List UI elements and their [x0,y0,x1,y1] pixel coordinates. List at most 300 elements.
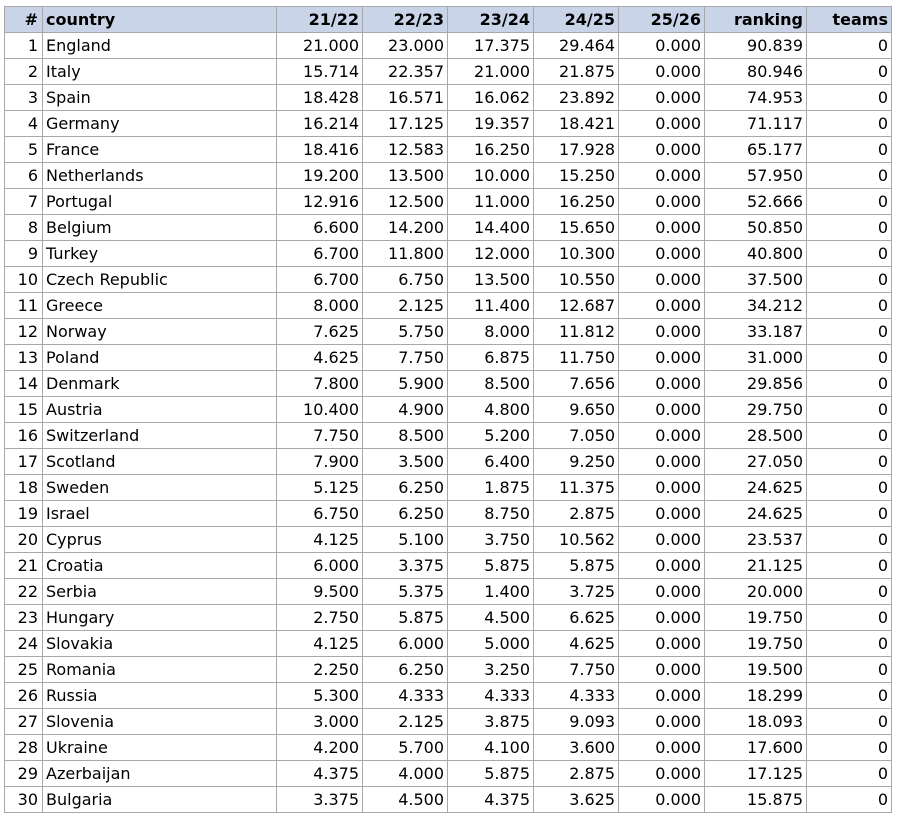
season-21-22-cell: 18.416 [277,137,363,163]
season-25-26-cell: 0.000 [619,163,705,189]
rank-cell: 13 [5,345,43,371]
header-rank[interactable]: # [5,7,43,33]
season-23-24-cell: 6.875 [448,345,534,371]
season-21-22-cell: 2.250 [277,657,363,683]
season-24-25-cell: 4.625 [534,631,619,657]
table-body [5,33,892,813]
ranking-cell: 33.187 [705,319,807,345]
season-25-26-cell: 0.000 [619,709,705,735]
ranking-cell: 18.093 [705,709,807,735]
country-cell[interactable]: Portugal [43,189,277,215]
season-22-23-cell: 11.800 [363,241,448,267]
rank-cell: 28 [5,735,43,761]
season-21-22-cell: 4.125 [277,631,363,657]
season-21-22-cell: 3.375 [277,787,363,813]
ranking-cell: 21.125 [705,553,807,579]
season-22-23-cell: 4.000 [363,761,448,787]
season-25-26-cell: 0.000 [619,241,705,267]
ranking-cell: 90.839 [705,33,807,59]
season-21-22-cell: 6.700 [277,241,363,267]
rank-cell: 25 [5,657,43,683]
rank-cell: 10 [5,267,43,293]
country-cell[interactable]: Norway [43,319,277,345]
season-23-24-cell: 4.800 [448,397,534,423]
country-cell[interactable]: Russia [43,683,277,709]
rank-cell: 4 [5,111,43,137]
rank-cell: 18 [5,475,43,501]
season-23-24-cell: 1.875 [448,475,534,501]
season-22-23-cell: 4.333 [363,683,448,709]
country-cell[interactable]: Serbia [43,579,277,605]
season-25-26-cell: 0.000 [619,475,705,501]
table-row [5,631,892,657]
season-23-24-cell: 3.750 [448,527,534,553]
season-24-25-cell: 4.333 [534,683,619,709]
season-25-26-cell: 0.000 [619,189,705,215]
season-21-22-cell: 4.200 [277,735,363,761]
season-22-23-cell: 17.125 [363,111,448,137]
rank-cell: 11 [5,293,43,319]
season-25-26-cell: 0.000 [619,735,705,761]
table-row [5,553,892,579]
table-row [5,449,892,475]
ranking-cell: 57.950 [705,163,807,189]
season-22-23-cell: 8.500 [363,423,448,449]
season-23-24-cell: 14.400 [448,215,534,241]
ranking-cell: 17.125 [705,761,807,787]
season-24-25-cell: 15.650 [534,215,619,241]
season-23-24-cell: 12.000 [448,241,534,267]
season-24-25-cell: 7.656 [534,371,619,397]
teams-cell: 0 [807,683,892,709]
season-21-22-cell: 7.750 [277,423,363,449]
teams-cell: 0 [807,631,892,657]
rank-cell: 15 [5,397,43,423]
season-21-22-cell: 3.000 [277,709,363,735]
season-25-26-cell: 0.000 [619,137,705,163]
season-22-23-cell: 4.900 [363,397,448,423]
country-cell[interactable]: Spain [43,85,277,111]
season-23-24-cell: 10.000 [448,163,534,189]
season-23-24-cell: 8.750 [448,501,534,527]
season-21-22-cell: 7.800 [277,371,363,397]
season-21-22-cell: 4.125 [277,527,363,553]
season-24-25-cell: 9.650 [534,397,619,423]
table-row [5,605,892,631]
ranking-cell: 29.750 [705,397,807,423]
country-cell[interactable]: Sweden [43,475,277,501]
rank-cell: 5 [5,137,43,163]
country-cell[interactable]: Azerbaijan [43,761,277,787]
header-season-25-26[interactable]: 25/26 [619,7,705,33]
ranking-cell: 27.050 [705,449,807,475]
season-22-23-cell: 3.375 [363,553,448,579]
season-25-26-cell: 0.000 [619,111,705,137]
ranking-cell: 18.299 [705,683,807,709]
season-25-26-cell: 0.000 [619,449,705,475]
header-season-22-23[interactable]: 22/23 [363,7,448,33]
season-25-26-cell: 0.000 [619,319,705,345]
season-24-25-cell: 10.300 [534,241,619,267]
rank-cell: 29 [5,761,43,787]
teams-cell: 0 [807,137,892,163]
season-21-22-cell: 18.428 [277,85,363,111]
teams-cell: 0 [807,605,892,631]
teams-cell: 0 [807,85,892,111]
season-25-26-cell: 0.000 [619,423,705,449]
rank-cell: 16 [5,423,43,449]
teams-cell: 0 [807,787,892,813]
rank-cell: 22 [5,579,43,605]
season-25-26-cell: 0.000 [619,85,705,111]
season-24-25-cell: 11.750 [534,345,619,371]
season-21-22-cell: 21.000 [277,33,363,59]
season-21-22-cell: 5.125 [277,475,363,501]
season-23-24-cell: 1.400 [448,579,534,605]
table-row [5,761,892,787]
season-25-26-cell: 0.000 [619,293,705,319]
season-22-23-cell: 4.500 [363,787,448,813]
season-25-26-cell: 0.000 [619,345,705,371]
season-21-22-cell: 6.600 [277,215,363,241]
table-row [5,709,892,735]
rank-cell: 21 [5,553,43,579]
ranking-cell: 24.625 [705,475,807,501]
season-25-26-cell: 0.000 [619,553,705,579]
country-cell[interactable]: Germany [43,111,277,137]
season-22-23-cell: 7.750 [363,345,448,371]
season-23-24-cell: 4.375 [448,787,534,813]
country-cell[interactable]: Scotland [43,449,277,475]
season-25-26-cell: 0.000 [619,267,705,293]
teams-cell: 0 [807,33,892,59]
season-21-22-cell: 4.375 [277,761,363,787]
rank-cell: 26 [5,683,43,709]
season-22-23-cell: 22.357 [363,59,448,85]
ranking-cell: 19.500 [705,657,807,683]
season-23-24-cell: 4.100 [448,735,534,761]
season-25-26-cell: 0.000 [619,371,705,397]
rank-cell: 23 [5,605,43,631]
season-23-24-cell: 8.000 [448,319,534,345]
season-23-24-cell: 5.200 [448,423,534,449]
season-24-25-cell: 11.375 [534,475,619,501]
rank-cell: 20 [5,527,43,553]
teams-cell: 0 [807,319,892,345]
rank-cell: 6 [5,163,43,189]
season-24-25-cell: 3.625 [534,787,619,813]
season-23-24-cell: 17.375 [448,33,534,59]
season-25-26-cell: 0.000 [619,59,705,85]
season-25-26-cell: 0.000 [619,527,705,553]
rank-cell: 27 [5,709,43,735]
table-row [5,735,892,761]
table-row [5,345,892,371]
season-23-24-cell: 11.400 [448,293,534,319]
teams-cell: 0 [807,423,892,449]
season-22-23-cell: 6.000 [363,631,448,657]
season-21-22-cell: 6.700 [277,267,363,293]
season-24-25-cell: 18.421 [534,111,619,137]
season-22-23-cell: 6.250 [363,501,448,527]
season-25-26-cell: 0.000 [619,579,705,605]
season-23-24-cell: 3.250 [448,657,534,683]
header-season-24-25[interactable]: 24/25 [534,7,619,33]
season-22-23-cell: 5.900 [363,371,448,397]
country-cell[interactable]: Czech Republic [43,267,277,293]
season-21-22-cell: 7.900 [277,449,363,475]
table-row [5,527,892,553]
country-cell[interactable]: Cyprus [43,527,277,553]
season-22-23-cell: 23.000 [363,33,448,59]
season-25-26-cell: 0.000 [619,683,705,709]
season-22-23-cell: 5.750 [363,319,448,345]
ranking-cell: 80.946 [705,59,807,85]
rank-cell: 2 [5,59,43,85]
season-22-23-cell: 6.750 [363,267,448,293]
teams-cell: 0 [807,267,892,293]
season-24-25-cell: 21.875 [534,59,619,85]
teams-cell: 0 [807,527,892,553]
teams-cell: 0 [807,657,892,683]
season-25-26-cell: 0.000 [619,397,705,423]
table-row [5,787,892,813]
season-25-26-cell: 0.000 [619,215,705,241]
country-cell[interactable]: Bulgaria [43,787,277,813]
country-cell[interactable]: France [43,137,277,163]
country-cell[interactable]: Slovakia [43,631,277,657]
teams-cell: 0 [807,371,892,397]
table-row [5,319,892,345]
table-row [5,475,892,501]
ranking-cell: 34.212 [705,293,807,319]
season-22-23-cell: 14.200 [363,215,448,241]
rank-cell: 3 [5,85,43,111]
country-cell[interactable]: Romania [43,657,277,683]
season-21-22-cell: 15.714 [277,59,363,85]
rank-cell: 9 [5,241,43,267]
season-24-25-cell: 9.093 [534,709,619,735]
rank-cell: 19 [5,501,43,527]
table-row [5,59,892,85]
season-24-25-cell: 23.892 [534,85,619,111]
season-24-25-cell: 10.550 [534,267,619,293]
table-row [5,683,892,709]
teams-cell: 0 [807,475,892,501]
header-season-23-24[interactable]: 23/24 [448,7,534,33]
country-cell[interactable]: Greece [43,293,277,319]
table-row [5,241,892,267]
table-row [5,293,892,319]
table-row [5,579,892,605]
season-22-23-cell: 2.125 [363,293,448,319]
country-cell[interactable]: Netherlands [43,163,277,189]
season-24-25-cell: 2.875 [534,761,619,787]
country-cell[interactable]: Croatia [43,553,277,579]
country-cell[interactable]: Ukraine [43,735,277,761]
teams-cell: 0 [807,397,892,423]
ranking-cell: 74.953 [705,85,807,111]
ranking-cell: 29.856 [705,371,807,397]
season-23-24-cell: 8.500 [448,371,534,397]
table-row [5,423,892,449]
season-24-25-cell: 9.250 [534,449,619,475]
season-22-23-cell: 13.500 [363,163,448,189]
table-row [5,33,892,59]
country-cell[interactable]: Turkey [43,241,277,267]
season-22-23-cell: 12.583 [363,137,448,163]
season-21-22-cell: 9.500 [277,579,363,605]
season-23-24-cell: 5.875 [448,553,534,579]
header-season-21-22[interactable]: 21/22 [277,7,363,33]
season-21-22-cell: 6.000 [277,553,363,579]
season-23-24-cell: 5.000 [448,631,534,657]
season-24-25-cell: 17.928 [534,137,619,163]
season-23-24-cell: 4.333 [448,683,534,709]
header-country[interactable]: country [43,7,277,33]
season-22-23-cell: 6.250 [363,657,448,683]
table-row [5,501,892,527]
season-24-25-cell: 16.250 [534,189,619,215]
season-23-24-cell: 13.500 [448,267,534,293]
season-21-22-cell: 2.750 [277,605,363,631]
season-25-26-cell: 0.000 [619,501,705,527]
season-24-25-cell: 11.812 [534,319,619,345]
season-24-25-cell: 10.562 [534,527,619,553]
season-22-23-cell: 5.875 [363,605,448,631]
season-25-26-cell: 0.000 [619,787,705,813]
season-22-23-cell: 16.571 [363,85,448,111]
rank-cell: 1 [5,33,43,59]
ranking-cell: 28.500 [705,423,807,449]
season-24-25-cell: 7.050 [534,423,619,449]
rank-cell: 12 [5,319,43,345]
country-cell[interactable]: Austria [43,397,277,423]
ranking-cell: 71.117 [705,111,807,137]
season-24-25-cell: 29.464 [534,33,619,59]
season-24-25-cell: 7.750 [534,657,619,683]
header-ranking[interactable]: ranking [705,7,807,33]
table-row [5,137,892,163]
country-cell[interactable]: Belgium [43,215,277,241]
teams-cell: 0 [807,293,892,319]
ranking-cell: 52.666 [705,189,807,215]
season-22-23-cell: 2.125 [363,709,448,735]
rank-cell: 17 [5,449,43,475]
season-25-26-cell: 0.000 [619,657,705,683]
season-21-22-cell: 19.200 [277,163,363,189]
season-23-24-cell: 19.357 [448,111,534,137]
teams-cell: 0 [807,553,892,579]
teams-cell: 0 [807,345,892,371]
season-22-23-cell: 12.500 [363,189,448,215]
season-25-26-cell: 0.000 [619,605,705,631]
season-23-24-cell: 16.250 [448,137,534,163]
ranking-cell: 20.000 [705,579,807,605]
ranking-cell: 65.177 [705,137,807,163]
teams-cell: 0 [807,189,892,215]
teams-cell: 0 [807,163,892,189]
teams-cell: 0 [807,449,892,475]
rank-cell: 14 [5,371,43,397]
country-cell[interactable]: Israel [43,501,277,527]
season-21-22-cell: 12.916 [277,189,363,215]
ranking-cell: 15.875 [705,787,807,813]
season-21-22-cell: 4.625 [277,345,363,371]
table-row [5,111,892,137]
season-23-24-cell: 4.500 [448,605,534,631]
country-cell[interactable]: Hungary [43,605,277,631]
season-22-23-cell: 5.100 [363,527,448,553]
season-23-24-cell: 11.000 [448,189,534,215]
country-cell[interactable]: Denmark [43,371,277,397]
season-22-23-cell: 3.500 [363,449,448,475]
teams-cell: 0 [807,709,892,735]
rank-cell: 7 [5,189,43,215]
season-24-25-cell: 3.600 [534,735,619,761]
season-24-25-cell: 2.875 [534,501,619,527]
season-25-26-cell: 0.000 [619,33,705,59]
ranking-cell: 19.750 [705,631,807,657]
table-row [5,397,892,423]
season-23-24-cell: 5.875 [448,761,534,787]
season-21-22-cell: 5.300 [277,683,363,709]
season-23-24-cell: 21.000 [448,59,534,85]
table-row [5,189,892,215]
country-cell[interactable]: Switzerland [43,423,277,449]
teams-cell: 0 [807,111,892,137]
season-21-22-cell: 6.750 [277,501,363,527]
teams-cell: 0 [807,501,892,527]
ranking-cell: 17.600 [705,735,807,761]
season-21-22-cell: 7.625 [277,319,363,345]
season-22-23-cell: 5.700 [363,735,448,761]
season-24-25-cell: 12.687 [534,293,619,319]
season-24-25-cell: 15.250 [534,163,619,189]
country-ranking-table [4,6,892,813]
season-24-25-cell: 5.875 [534,553,619,579]
rank-cell: 24 [5,631,43,657]
ranking-cell: 40.800 [705,241,807,267]
rank-cell: 8 [5,215,43,241]
teams-cell: 0 [807,735,892,761]
season-23-24-cell: 16.062 [448,85,534,111]
table-row [5,371,892,397]
header-row [5,7,892,33]
ranking-cell: 23.537 [705,527,807,553]
season-25-26-cell: 0.000 [619,761,705,787]
table-row [5,657,892,683]
country-cell[interactable]: England [43,33,277,59]
season-24-25-cell: 3.725 [534,579,619,605]
season-22-23-cell: 5.375 [363,579,448,605]
header-teams[interactable]: teams [807,7,892,33]
ranking-cell: 19.750 [705,605,807,631]
ranking-cell: 37.500 [705,267,807,293]
season-21-22-cell: 8.000 [277,293,363,319]
country-cell[interactable]: Poland [43,345,277,371]
season-21-22-cell: 10.400 [277,397,363,423]
teams-cell: 0 [807,215,892,241]
teams-cell: 0 [807,761,892,787]
ranking-cell: 50.850 [705,215,807,241]
country-cell[interactable]: Italy [43,59,277,85]
country-cell[interactable]: Slovenia [43,709,277,735]
season-23-24-cell: 6.400 [448,449,534,475]
rank-cell: 30 [5,787,43,813]
season-21-22-cell: 16.214 [277,111,363,137]
table-row [5,163,892,189]
